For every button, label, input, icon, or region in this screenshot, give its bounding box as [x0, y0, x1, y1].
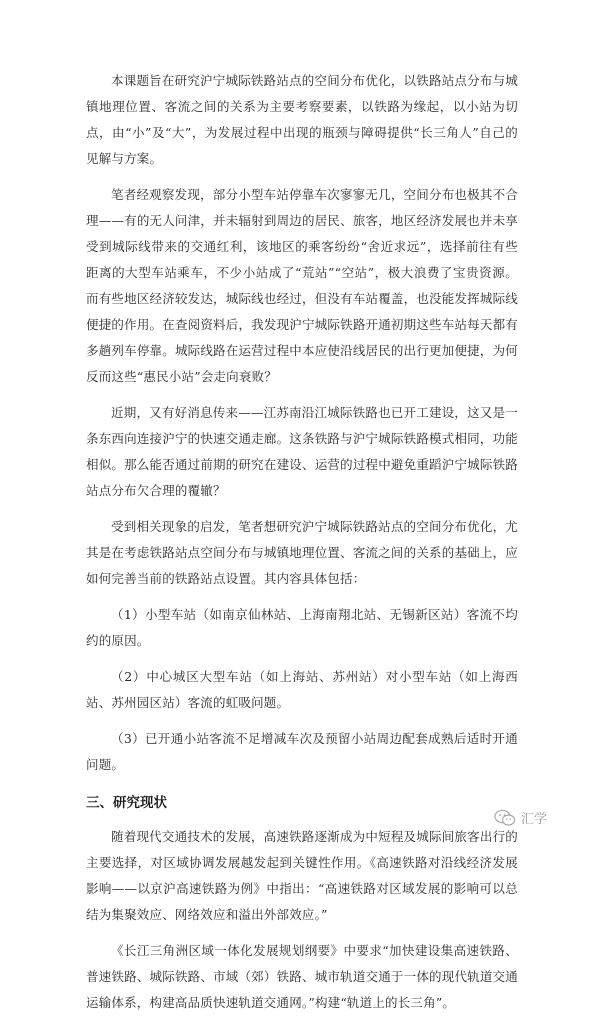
- list-item-2: （2）中心城区大型车站（如上海站、苏州站）对小型车站（如上海西站、苏州园区站）客流的虹吸问题。: [86, 669, 518, 710]
- document-body: [86, 68, 518, 1016]
- wechat-icon: [494, 809, 516, 827]
- intro-paragraph-4: 受到相关现象的启发，笔者想研究沪宁城际铁路站点的空间分布优化，尤其是在考虑铁路站点空间分布与城镇地理位置、客流之间的关系的基础上，应如何完善当前的铁路站点设置。其内容具体包括：: [86, 519, 518, 586]
- list-item-1: （1）小型车站（如南京仙林站、上海南翔北站、无锡新区站）客流不均约的原因。: [86, 607, 518, 648]
- list-item-3: （3）已开通小站客流不足增减车次及预留小站周边配套成熟后适时开通问题。: [86, 731, 518, 772]
- intro-paragraph-3: 近期，又有好消息传来——江苏南沿江城际铁路也已开工建设，这又是一条东西向连接沪宁的快速交通走廊。这条铁路与沪宁城际铁路模式相同，功能相似。那么能否通过前期的研究在建设、运营的过程中避免重蹈沪宁城际铁路站点分布欠合理的覆辙？: [86, 405, 518, 498]
- watermark-text: 汇学: [521, 812, 548, 827]
- watermark: [494, 808, 547, 827]
- intro-paragraph-1: 本课题旨在研究沪宁城际铁路站点的空间分布优化，以铁路站点分布与城镇地理位置、客流之间的关系为主要考察要素，以铁路为缘起，以小站为切点，由“小”及“大”，为发展过程中出现的瓶颈与障碍提供“长三角人”自己的见解与方案。: [86, 73, 518, 166]
- intro-paragraph-2: 笔者经观察发现，部分小型车站停靠车次寥寥无几，空间分布也极其不合理——有的无人问津，并未辐射到周边的居民、旅客，地区经济发展也并未享受到城际线带来的交通红利，该地区的乘客纷纷“舍近求远”，选择前往有些距离的大型车站乘车，不少小站成了“荒站”“空站”，极大浪费了宝贵资源。而有些地区经济较发达，城际线也经过，但没有车站覆盖，也没能发挥城际线便捷的作用。在查阅资料后，我发现沪宁城际铁路开通初期这些车站每天都有多趟列车停靠。城际线路在运营过程中本应使沿线居民的出行更加便捷，为何反而这些“惠民小站”会走向衰败？: [86, 187, 518, 384]
- section-title-research-status: 三、研究现状: [86, 795, 167, 811]
- status-paragraph-2: 《长江三角洲区域一体化发展规划纲要》中要求“加快建设集高速铁路、普速铁路、城际铁路、市域（郊）铁路、城市轨道交通于一体的现代轨道交通运输体系，构建高品质快速轨道交通网。”构建“轨道上的长三角”。: [86, 943, 518, 1010]
- status-paragraph-1: 随着现代交通技术的发展，高速铁路逐渐成为中短程及城际间旅客出行的主要选择，对区域协调发展越发起到关键性作用。《高速铁路对沿线经济发展影响——以京沪高速铁路为例》中指出：“高速铁路对区域发展的影响可以总结为集聚效应、网络效应和溢出外部效应。”: [86, 829, 518, 922]
